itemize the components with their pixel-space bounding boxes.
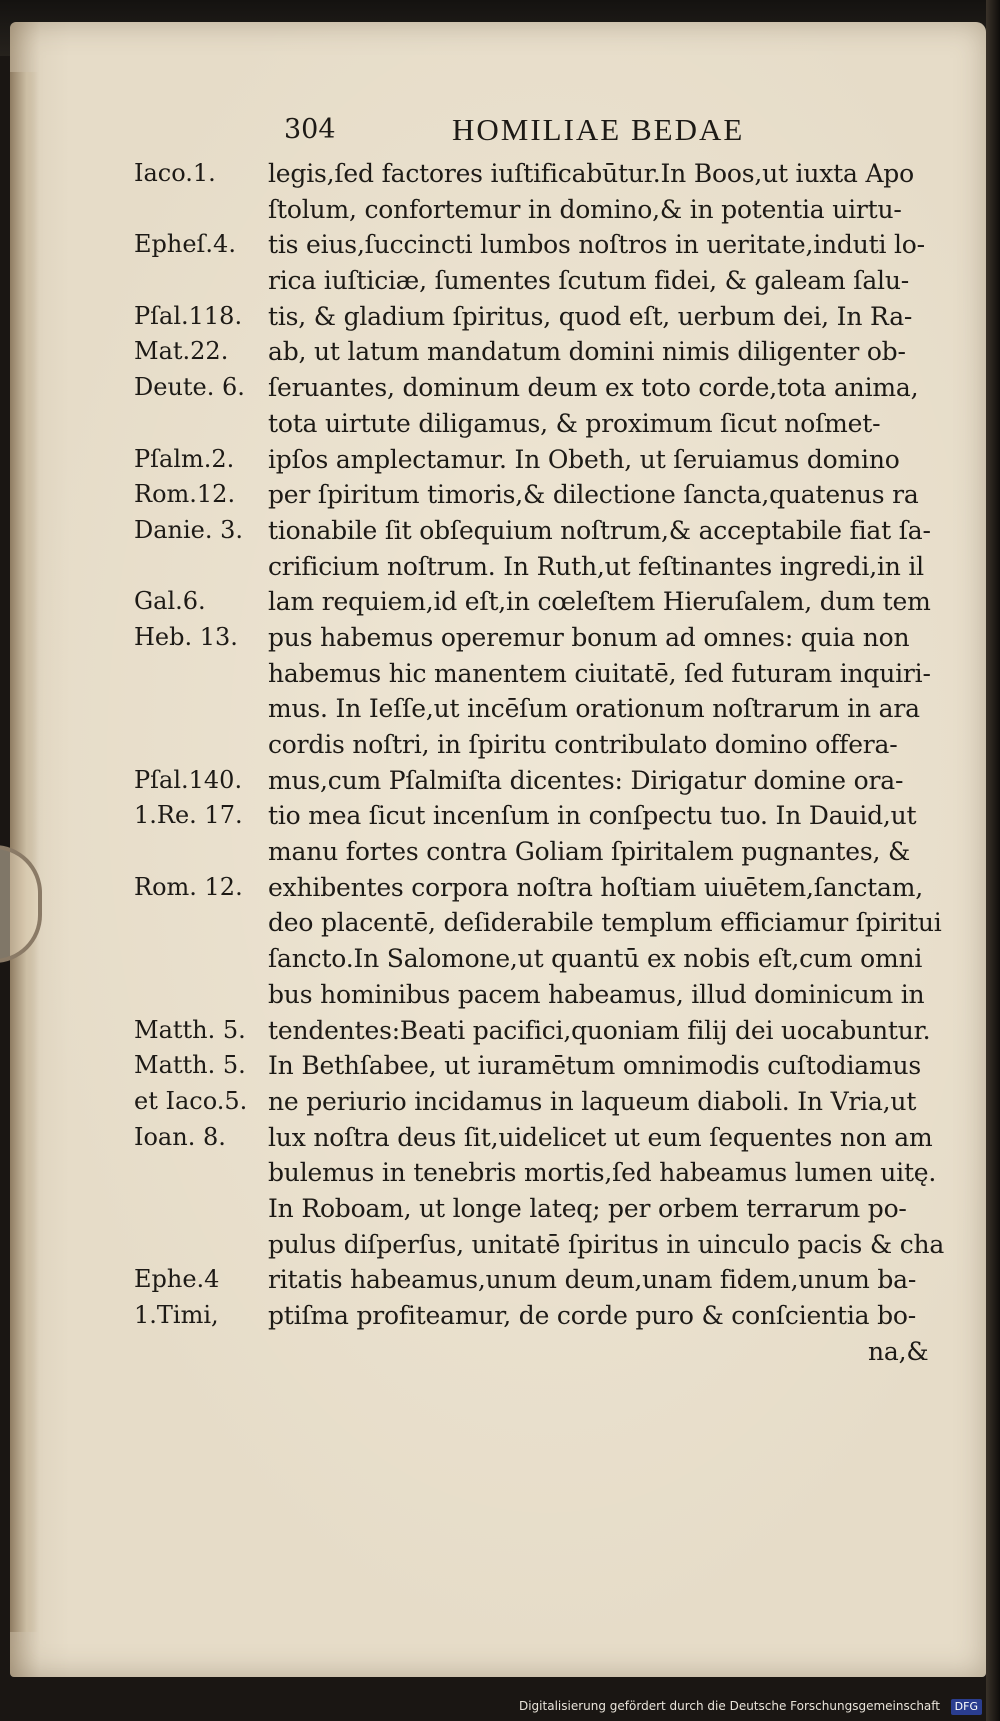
catchword-line bbox=[0, 1335, 1000, 1371]
dfg-logo: DFG bbox=[951, 1699, 982, 1715]
margin-reference: Pſalm.2. bbox=[134, 444, 235, 473]
line-text: tis eius,ſuccincti lumbos noſtros in ueritate,induti lo- bbox=[268, 230, 925, 260]
text-line bbox=[0, 1121, 1000, 1157]
line-text: ipſos amplectamur. In Obeth, ut ſeruiamus domino bbox=[268, 444, 900, 474]
line-text: bus hominibus pacem habeamus, illud dominicum in bbox=[268, 979, 925, 1009]
text-line bbox=[0, 1156, 1000, 1192]
text-line bbox=[0, 1192, 1000, 1228]
line-text: ptiſma profiteamur, de corde puro & conſcientia bo- bbox=[268, 1301, 917, 1330]
line-text: ne periurio incidamus in laqueum diaboli. In Vria,ut bbox=[268, 1086, 917, 1116]
margin-reference: 1.Timi, bbox=[134, 1301, 219, 1329]
page-header bbox=[0, 108, 1000, 152]
text-line bbox=[0, 657, 1000, 693]
line-text: habemus hic manentem ciuitatē, ſed futuram inquiri- bbox=[268, 658, 931, 688]
line-text: per ſpiritum timoris,& dilectione ſancta,quatenus ra bbox=[268, 480, 919, 510]
text-line bbox=[0, 443, 1000, 479]
line-text: mus,cum Pſalmiſta dicentes: Dirigatur domine ora- bbox=[268, 765, 904, 795]
text-block bbox=[0, 157, 1000, 1370]
line-text: manu fortes contra Goliam ſpiritalem pugnantes, & bbox=[268, 837, 911, 867]
text-line bbox=[0, 1085, 1000, 1121]
text-line bbox=[0, 407, 1000, 443]
line-text: ſeruantes, dominum deum ex toto corde,tota anima, bbox=[268, 373, 919, 403]
text-line bbox=[0, 1299, 1000, 1335]
text-line bbox=[0, 1049, 1000, 1085]
margin-reference: Gal.6. bbox=[134, 587, 206, 616]
margin-reference: Epheſ.4. bbox=[134, 230, 236, 259]
line-text: tota uirtute diligamus, & proximum ſicut noſmet- bbox=[268, 408, 881, 438]
line-text: ritatis habeamus,unum deum,unam fidem,unum ba- bbox=[268, 1265, 917, 1295]
text-line bbox=[0, 621, 1000, 657]
text-line bbox=[0, 550, 1000, 586]
line-text: crificium noſtrum. In Ruth,ut feſtinantes ingredi,in il bbox=[268, 551, 924, 581]
margin-reference: Matth. 5. bbox=[134, 1015, 246, 1044]
margin-reference: Pſal.118. bbox=[134, 301, 243, 330]
line-text: In Roboam, ut longe lateq; per orbem terrarum po- bbox=[268, 1193, 907, 1223]
margin-reference: Rom. 12. bbox=[134, 872, 243, 901]
text-line bbox=[0, 335, 1000, 371]
margin-reference: Iaco.1. bbox=[134, 159, 216, 187]
text-line bbox=[0, 1228, 1000, 1264]
text-line bbox=[0, 157, 1000, 193]
text-line bbox=[0, 300, 1000, 336]
margin-reference: Pſal.140. bbox=[134, 765, 243, 794]
text-line bbox=[0, 514, 1000, 550]
line-text: tio mea ſicut incenſum in conſpectu tuo. In Dauid,ut bbox=[268, 801, 917, 831]
text-line bbox=[0, 906, 1000, 942]
text-line bbox=[0, 692, 1000, 728]
line-text: cordis noſtri, in ſpiritu contribulato domino offera- bbox=[268, 730, 898, 759]
line-text: ſancto.In Salomone,ut quantū ex nobis eſt,cum omni bbox=[268, 944, 923, 974]
line-text: pulus diſperſus, unitatē ſpiritus in uinculo pacis & cha bbox=[268, 1229, 945, 1259]
text-line bbox=[0, 764, 1000, 800]
line-text: tendentes:Beati pacifici,quoniam filij dei uocabuntur. bbox=[268, 1015, 931, 1045]
text-line bbox=[0, 228, 1000, 264]
margin-reference: Matth. 5. bbox=[134, 1051, 246, 1080]
line-text: In Bethſabee, ut iuramētum omnimodis cuſtodiamus bbox=[268, 1051, 922, 1081]
line-text: ſtolum, confortemur in domino,& in potentia uirtu- bbox=[268, 194, 902, 224]
line-text: ab, ut latum mandatum domini nimis diligenter ob- bbox=[268, 337, 906, 367]
funding-note: Digitalisierung gefördert durch die Deutsche Forschungsgemeinschaft bbox=[518, 1699, 940, 1713]
margin-reference: Heb. 13. bbox=[134, 622, 238, 651]
text-line bbox=[0, 193, 1000, 229]
line-text: mus. In Ieſſe,ut incēſum orationum noſtrarum in ara bbox=[268, 694, 920, 724]
margin-reference: Ioan. 8. bbox=[134, 1122, 226, 1151]
line-text: bulemus in tenebris mortis,ſed habeamus lumen uitę. bbox=[268, 1158, 937, 1188]
margin-reference: et Iaco.5. bbox=[134, 1086, 248, 1115]
running-head: HOMILIAE BEDAE bbox=[452, 112, 745, 147]
line-text: tionabile ſit obſequium noſtrum,& acceptabile fiat ſa- bbox=[268, 515, 931, 545]
text-line bbox=[0, 835, 1000, 871]
margin-reference: Deute. 6. bbox=[134, 373, 245, 402]
text-line bbox=[0, 1263, 1000, 1299]
margin-reference: Danie. 3. bbox=[134, 515, 244, 544]
text-line bbox=[0, 371, 1000, 407]
line-text: exhibentes corpora noſtra hoſtiam uiuētem,ſanctam, bbox=[268, 872, 923, 902]
text-line bbox=[0, 585, 1000, 621]
line-text: deo placentē, deſiderabile templum efficiamur ſpiritui bbox=[268, 908, 942, 938]
line-text: rica iuſticiæ, ſumentes ſcutum fidei, & galeam ſalu- bbox=[268, 266, 910, 296]
line-text: lux noſtra deus ſit,uidelicet ut eum ſequentes non am bbox=[268, 1122, 933, 1152]
margin-reference: Rom.12. bbox=[134, 480, 236, 509]
text-line bbox=[0, 1014, 1000, 1050]
line-text: legis,ſed factores iuſtificabūtur.In Boos,ut iuxta Apo bbox=[268, 159, 914, 188]
catchword: na,& bbox=[868, 1336, 929, 1366]
text-line bbox=[0, 871, 1000, 907]
text-line bbox=[0, 799, 1000, 835]
page-number: 304 bbox=[284, 114, 336, 145]
line-text: pus habemus operemur bonum ad omnes: quia non bbox=[268, 622, 910, 652]
text-line bbox=[0, 264, 1000, 300]
line-text: lam requiem,id eſt,in cœleſtem Hieruſalem, dum tem bbox=[268, 587, 931, 617]
text-line bbox=[0, 978, 1000, 1014]
margin-reference: Mat.22. bbox=[134, 337, 229, 366]
line-text: tis, & gladium ſpiritus, quod eſt, uerbum dei, In Ra- bbox=[268, 301, 913, 331]
margin-reference: 1.Re. 17. bbox=[134, 801, 243, 830]
margin-reference: Ephe.4 bbox=[134, 1265, 220, 1294]
text-line bbox=[0, 478, 1000, 514]
text-line bbox=[0, 942, 1000, 978]
text-line bbox=[0, 728, 1000, 764]
